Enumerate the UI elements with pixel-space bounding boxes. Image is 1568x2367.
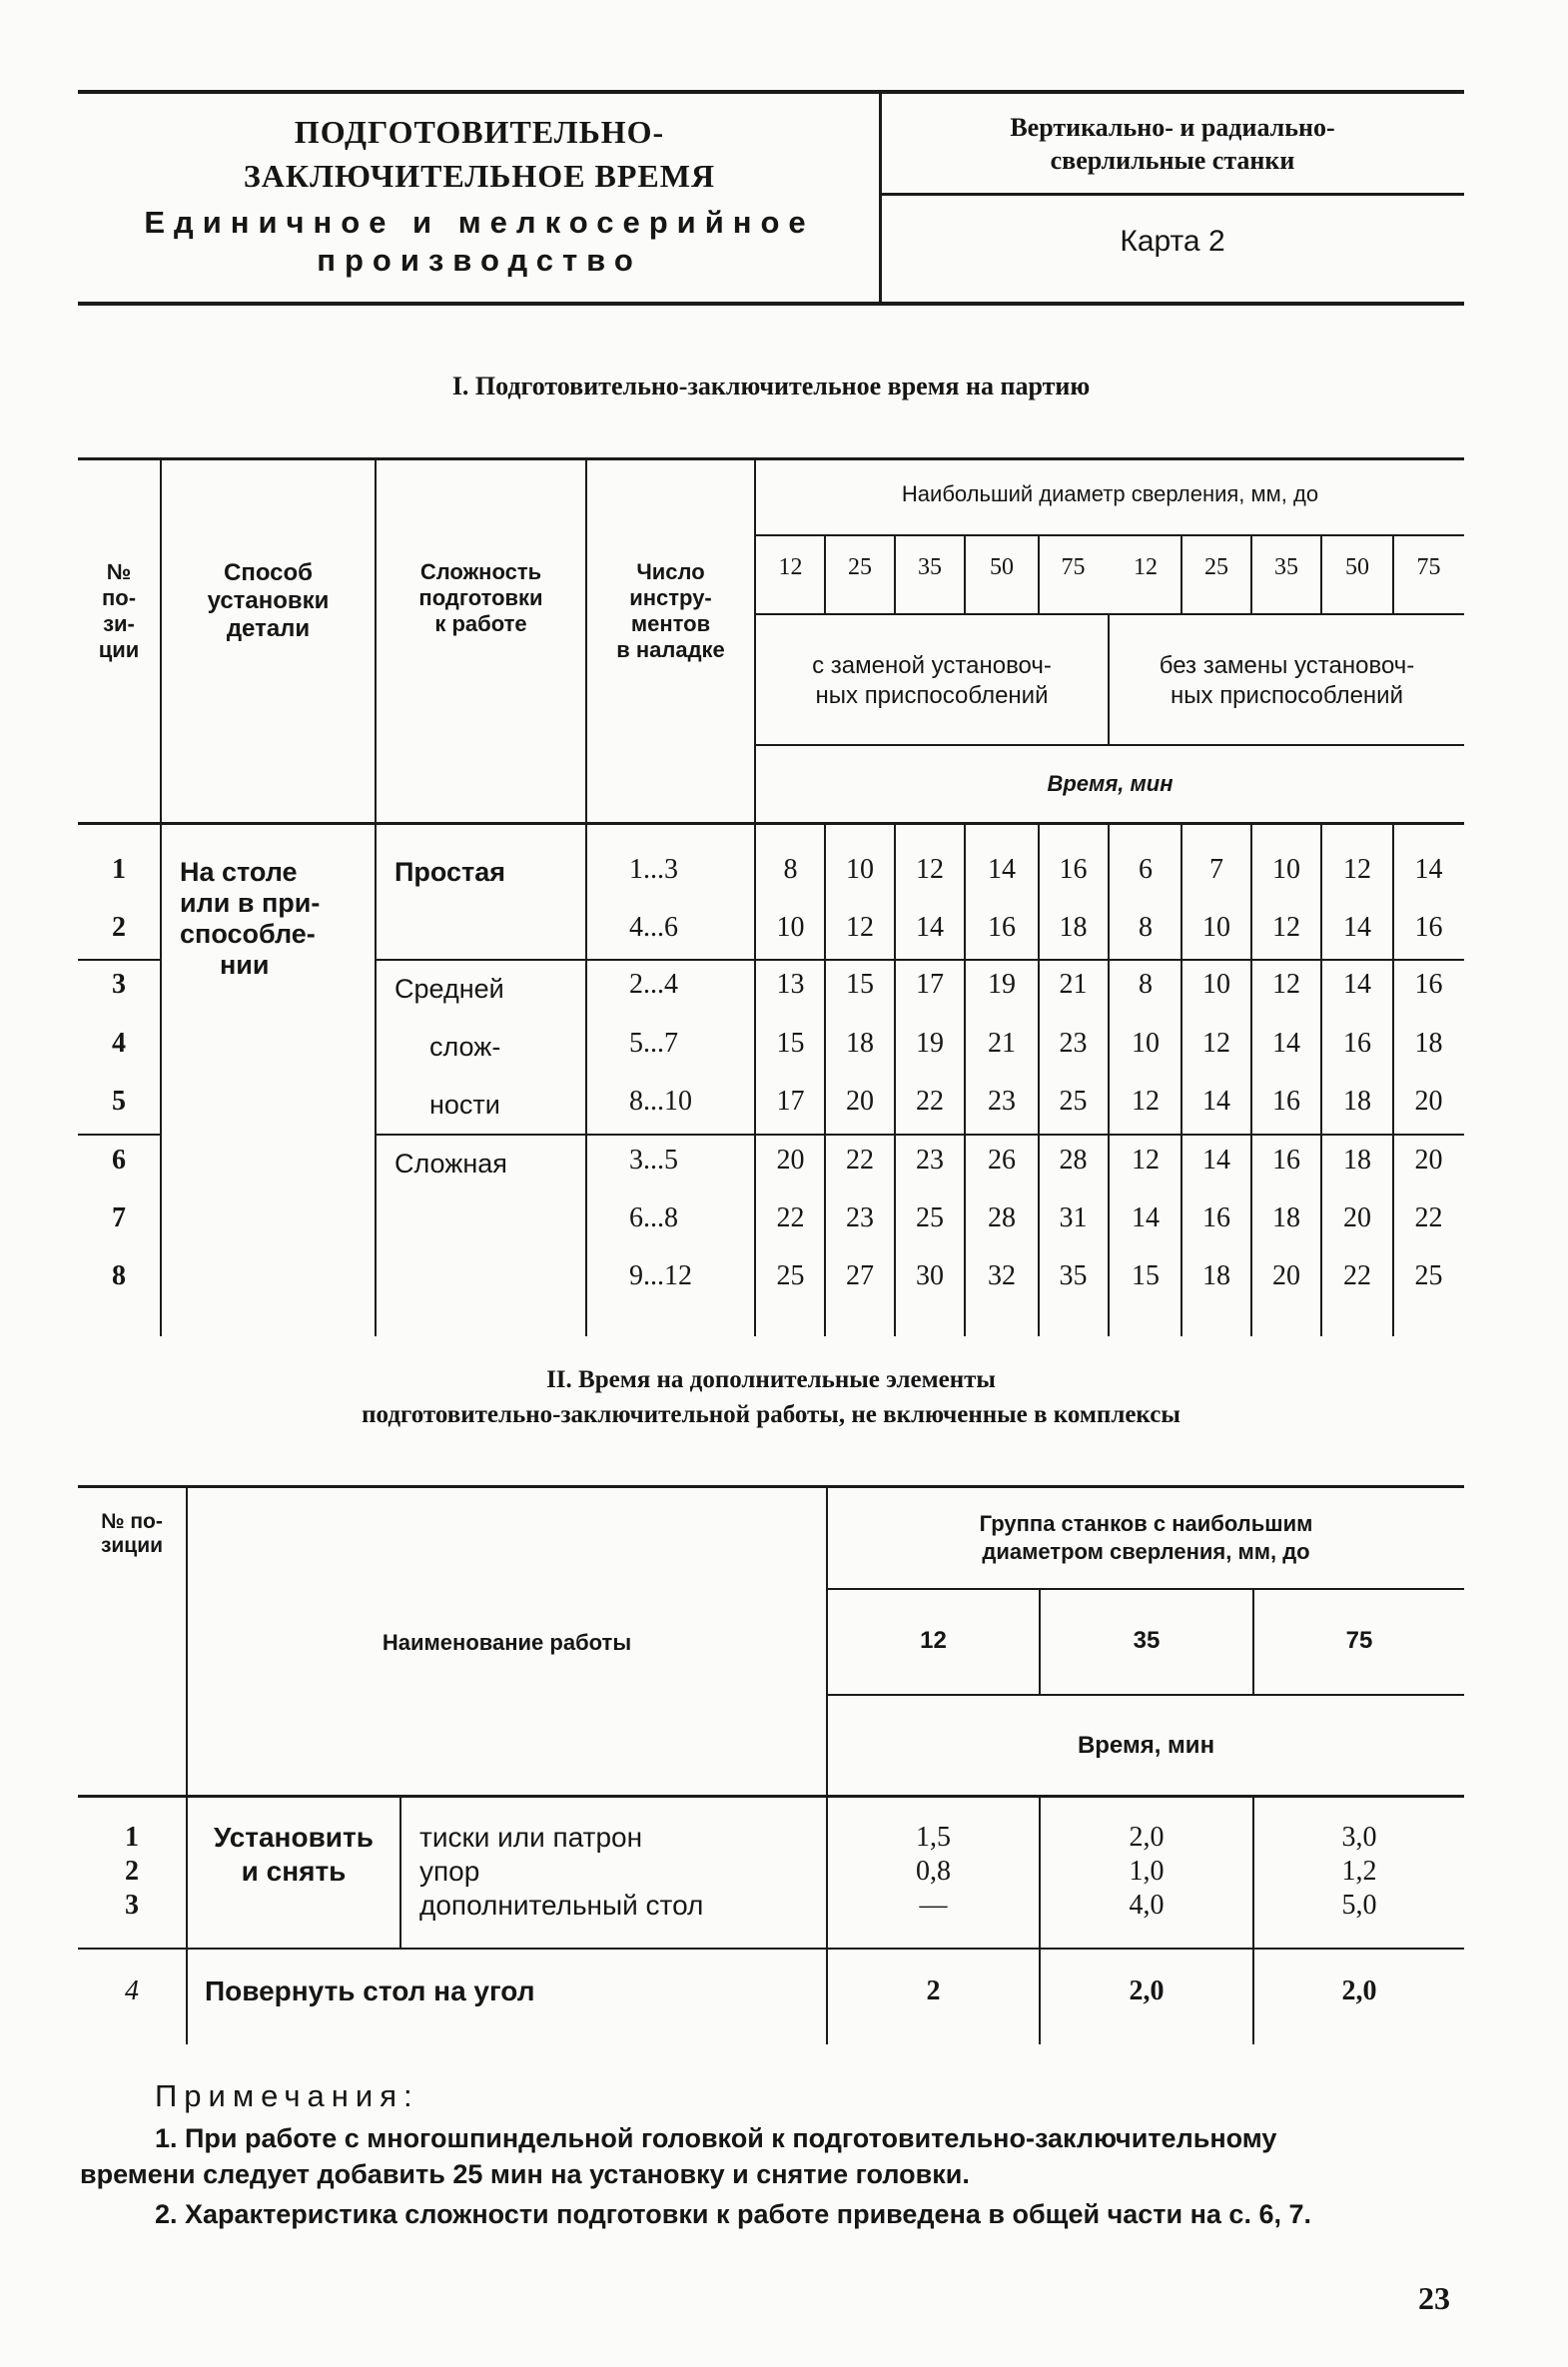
- s2-col-position-l2: зиции: [100, 1534, 164, 1557]
- s2-row-cell: 2,0: [1129, 1822, 1165, 1853]
- s1-row-cell: 15: [776, 1028, 805, 1059]
- s2-vline-2: [399, 1797, 401, 1948]
- s1-row-cell: 10: [846, 854, 874, 885]
- header-bottom-rule: [78, 302, 1464, 306]
- s2-vline-3: [826, 1487, 828, 2044]
- s1-row-cell: 23: [916, 1145, 944, 1176]
- s1-row-cell: 12: [1132, 1086, 1160, 1117]
- s1-row-cell: 12: [1272, 912, 1300, 943]
- s1-row-cell: 16: [988, 912, 1016, 943]
- s2-install-label-l1: Установить: [214, 1822, 374, 1853]
- s1-col-position-l1: №: [106, 559, 132, 584]
- header-subtitle-line1: Единичное и мелкосерийное: [144, 205, 815, 240]
- s1-method-value-l2: или в при-: [180, 888, 321, 918]
- header-card: Карта 2: [1120, 225, 1225, 258]
- s2-row4-val-12: 2: [926, 1975, 941, 2006]
- s1-row-cell: 19: [916, 1028, 944, 1059]
- s1-row-cell: 22: [1343, 1260, 1371, 1291]
- s1-row-pos: 3: [112, 969, 126, 1000]
- s1-diam-label: 35: [1274, 554, 1298, 580]
- s1-col-method-l3: детали: [226, 615, 311, 642]
- s1-with-change-l2: ных приспособлений: [815, 682, 1049, 709]
- s1-diam-label: 12: [1134, 554, 1158, 580]
- s1-diam-label: 50: [1345, 554, 1369, 580]
- s1-row-cell: 15: [846, 969, 874, 1000]
- s1-rule-head: [78, 822, 1464, 825]
- s1-max-diameter: Наибольший диаметр сверления, мм, до: [901, 481, 1319, 506]
- s2-row-cell: —: [919, 1890, 948, 1921]
- s1-row-cell: 19: [988, 969, 1016, 1000]
- s2-time-label: Время, мин: [1077, 1732, 1215, 1759]
- s1-with-change-l1: с заменой установоч-: [812, 652, 1052, 679]
- s1-diam-label: 75: [1416, 554, 1441, 580]
- s1-row-cell: 16: [1202, 1202, 1230, 1233]
- s1-row-cell: 16: [1414, 912, 1443, 943]
- s1-row-cell: 21: [988, 1028, 1016, 1059]
- s1-col-position-l2: по-: [101, 585, 137, 610]
- s1-top-rule: [78, 457, 1464, 460]
- s1-row-cell: 14: [1202, 1145, 1230, 1176]
- s1-col-method: [162, 559, 375, 643]
- s2-rule-head: [78, 1795, 1464, 1798]
- s2-row-name: упор: [419, 1856, 480, 1887]
- s1-row-cell: 28: [988, 1202, 1016, 1233]
- s1-without-change-l2: ных приспособлений: [1171, 682, 1403, 709]
- section1-title: I. Подготовительно-заключительное время на партию: [451, 372, 1091, 400]
- s1-row-cell: 23: [846, 1202, 874, 1233]
- section2-title-line2: подготовительно-заключительной работы, не включенные в комплексы: [362, 1401, 1180, 1428]
- s1-row-pos: 4: [112, 1028, 126, 1059]
- s1-rule-maxdiam: [755, 534, 1464, 536]
- s2-diam-75: 75: [1345, 1627, 1373, 1654]
- s1-row-cell: 22: [916, 1086, 944, 1117]
- s2-diam-12: 12: [920, 1627, 947, 1654]
- s1-row-cell: 16: [1059, 854, 1088, 885]
- s1-row-cell: 14: [1343, 912, 1371, 943]
- s1-col-method-l2: установки: [207, 587, 330, 614]
- header-right-rule: [881, 193, 1464, 196]
- s1-rule-r2b: [376, 959, 1464, 961]
- s1-col-complexity-l2: подготовки: [418, 585, 543, 610]
- s1-rule-diams: [755, 613, 1464, 615]
- s2-row-cell: 4,0: [1129, 1890, 1165, 1921]
- s1-row-cell: 25: [1059, 1086, 1088, 1117]
- s1-row-cell: 20: [846, 1086, 874, 1117]
- s1-col-tools: [587, 559, 754, 663]
- s1-row-cell: 18: [1272, 1202, 1300, 1233]
- page-number: 23: [1418, 2280, 1450, 2316]
- header-machines-line2: сверлильные станки: [1050, 146, 1295, 175]
- s1-row-cell: 7: [1209, 854, 1223, 885]
- s1-row-cell: 14: [1272, 1028, 1300, 1059]
- s1-row-tools: 8...10: [629, 1086, 692, 1117]
- s1-row-cell: 10: [1202, 969, 1230, 1000]
- s1-complexity-complex: Сложная: [394, 1149, 507, 1179]
- s1-row-cell: 20: [1414, 1086, 1443, 1117]
- s1-row-pos: 8: [112, 1260, 126, 1291]
- s1-diam-label: 25: [1204, 554, 1228, 580]
- s1-row-cell: 8: [1139, 912, 1153, 943]
- s1-diam-label: 25: [848, 554, 872, 580]
- s1-rule-r5a: [78, 1134, 160, 1136]
- s1-time-label: Время, мин: [1047, 771, 1174, 796]
- s1-row-pos: 2: [112, 912, 126, 943]
- s1-diam-label: 75: [1061, 554, 1086, 580]
- s2-col-position: [78, 1510, 186, 1558]
- s2-row-pos: 2: [125, 1856, 139, 1887]
- s1-row-cell: 12: [916, 854, 944, 885]
- s1-row-cell: 26: [988, 1145, 1016, 1176]
- s1-col-complexity-l1: Сложность: [419, 559, 542, 584]
- s1-row-cell: 14: [988, 854, 1016, 885]
- s1-vline-group2: [1108, 823, 1110, 1336]
- s1-row-cell: 20: [1414, 1145, 1443, 1176]
- s2-row-cell: 5,0: [1341, 1890, 1377, 1921]
- s1-method-value-l3: способле-: [180, 919, 316, 949]
- s1-complexity-medium-l2: слож-: [429, 1032, 501, 1062]
- header-title-line2: ЗАКЛЮЧИТЕЛЬНОЕ ВРЕМЯ: [243, 158, 716, 194]
- s1-row-cell: 18: [1414, 1028, 1443, 1059]
- s1-row-cell: 12: [1202, 1028, 1230, 1059]
- s1-row-cell: 18: [1343, 1086, 1371, 1117]
- s1-row-tools: 9...12: [629, 1260, 692, 1291]
- s2-group-label-l1: Группа станков с наибольшим: [979, 1511, 1313, 1536]
- s1-row-cell: 21: [1059, 969, 1088, 1000]
- s1-row-cell: 10: [1272, 854, 1300, 885]
- s1-row-cell: 18: [1202, 1260, 1230, 1291]
- header-top-rule: [78, 90, 1464, 94]
- s1-diam-label: 35: [918, 554, 942, 580]
- s1-row-tools: 3...5: [629, 1145, 678, 1176]
- s2-row-pos: 3: [125, 1890, 139, 1921]
- s2-row4-val-35: 2,0: [1129, 1975, 1165, 2006]
- s1-row-cell: 12: [1343, 854, 1371, 885]
- s1-row-cell: 18: [1059, 912, 1088, 943]
- s1-row-cell: 8: [1139, 969, 1153, 1000]
- s2-group-label: [828, 1510, 1464, 1566]
- s1-col-complexity: [377, 559, 585, 637]
- s1-complexity-medium-l1: Средней: [394, 974, 504, 1004]
- s1-col-tools-l4: в наладке: [616, 637, 725, 662]
- s1-row-pos: 7: [112, 1202, 126, 1233]
- s1-row-cell: 20: [1343, 1202, 1371, 1233]
- s1-row-pos: 1: [112, 854, 126, 885]
- s1-diam-label: 12: [778, 554, 803, 580]
- s1-complexity-medium-l3: ности: [429, 1090, 500, 1120]
- s1-row-cell: 16: [1272, 1086, 1300, 1117]
- s2-rule-diam: [827, 1694, 1464, 1696]
- s1-row-cell: 8: [783, 854, 798, 885]
- s1-row-cell: 16: [1272, 1145, 1300, 1176]
- s1-row-cell: 25: [1414, 1260, 1443, 1291]
- s1-row-cell: 14: [1202, 1086, 1230, 1117]
- s1-row-cell: 17: [916, 969, 944, 1000]
- s2-row4-name: Повернуть стол на угол: [205, 1975, 535, 2006]
- s1-diam-label: 50: [990, 554, 1014, 580]
- s1-col-position-l3: зи-: [103, 611, 135, 636]
- s2-install-label: [188, 1821, 399, 1889]
- s1-rule-r5b: [376, 1134, 1464, 1136]
- s1-row-cell: 30: [916, 1260, 944, 1291]
- s2-rule-row4: [78, 1948, 1464, 1950]
- s1-row-tools: 5...7: [629, 1028, 678, 1059]
- s1-without-change-l1: без замены установоч-: [1159, 652, 1415, 679]
- s2-col-position-l1: № по-: [101, 1510, 163, 1533]
- s2-top-rule: [78, 1485, 1464, 1488]
- s1-row-cell: 16: [1343, 1028, 1371, 1059]
- s1-method-value-l4: нии: [220, 950, 270, 980]
- header-machines-line1: Вертикально- и радиально-: [1010, 113, 1335, 142]
- s1-row-cell: 28: [1059, 1145, 1088, 1176]
- s2-row-cell: 0,8: [916, 1856, 951, 1887]
- s1-row-cell: 10: [1202, 912, 1230, 943]
- s1-col-tools-l3: ментов: [630, 611, 711, 636]
- s1-col-tools-l2: инстру-: [629, 585, 712, 610]
- s1-col-position: [78, 559, 160, 663]
- s2-diam-35: 35: [1133, 1627, 1161, 1654]
- s2-row-cell: 3,0: [1341, 1822, 1377, 1853]
- s1-row-cell: 6: [1139, 854, 1153, 885]
- s2-vline-1: [186, 1487, 188, 2044]
- s1-row-tools: 4...6: [629, 912, 678, 943]
- s1-row-cell: 12: [1132, 1145, 1160, 1176]
- s2-rule-group: [827, 1588, 1464, 1590]
- header-title-line1: ПОДГОТОВИТЕЛЬНО-: [294, 114, 665, 150]
- s2-row-name: тиски или патрон: [419, 1822, 643, 1853]
- s1-row-cell: 18: [846, 1028, 874, 1059]
- s1-col-position-l4: ции: [98, 637, 140, 662]
- s2-row-cell: 1,2: [1341, 1856, 1377, 1887]
- s1-row-cell: 23: [988, 1086, 1016, 1117]
- s1-col-method-l1: Способ: [223, 559, 313, 586]
- s1-row-cell: 14: [916, 912, 944, 943]
- s1-row-cell: 14: [1343, 969, 1371, 1000]
- s1-rule-change: [755, 744, 1464, 746]
- s1-row-cell: 10: [1132, 1028, 1160, 1059]
- s1-col-tools-l1: Число: [636, 559, 705, 584]
- note1-line1: 1. При работе с многошпиндельной головкой к подготовительно-заключительному: [155, 2123, 1277, 2153]
- s2-row-name: дополнительный стол: [419, 1890, 704, 1921]
- s1-row-cell: 14: [1414, 854, 1443, 885]
- s1-row-cell: 20: [776, 1145, 805, 1176]
- s1-row-pos: 6: [112, 1145, 126, 1176]
- header-subtitle-line2: производство: [317, 243, 642, 278]
- s1-row-cell: 27: [846, 1260, 874, 1291]
- s2-install-label-l2: и снять: [241, 1856, 347, 1887]
- s1-row-cell: 25: [916, 1202, 944, 1233]
- s1-row-tools: 1...3: [629, 854, 678, 885]
- s1-row-tools: 2...4: [629, 969, 678, 1000]
- s1-row-cell: 35: [1059, 1260, 1088, 1291]
- s1-row-cell: 16: [1414, 969, 1443, 1000]
- s1-method-value-l1: На столе: [180, 857, 298, 887]
- s1-with-change: [756, 651, 1108, 711]
- s1-row-cell: 22: [846, 1145, 874, 1176]
- s1-row-cell: 32: [988, 1260, 1016, 1291]
- s2-row4-val-75: 2,0: [1341, 1975, 1377, 2006]
- s1-row-cell: 13: [776, 969, 805, 1000]
- s2-row-cell: 1,5: [916, 1822, 951, 1853]
- s1-col-complexity-l3: к работе: [434, 611, 527, 636]
- s1-row-cell: 23: [1059, 1028, 1088, 1059]
- s1-row-cell: 15: [1132, 1260, 1160, 1291]
- s1-row-tools: 6...8: [629, 1202, 678, 1233]
- s1-row-pos: 5: [112, 1086, 126, 1117]
- s1-method-value: [180, 857, 370, 981]
- s2-row-cell: 1,0: [1129, 1856, 1165, 1887]
- s1-row-cell: 18: [1343, 1145, 1371, 1176]
- s1-row-cell: 17: [776, 1086, 805, 1117]
- s2-group-label-l2: диаметром сверления, мм, до: [982, 1539, 1310, 1564]
- notes-heading: Примечания:: [155, 2078, 419, 2113]
- s1-row-cell: 31: [1059, 1202, 1088, 1233]
- s1-rule-r2a: [78, 959, 160, 961]
- s1-complexity-simple: Простая: [394, 857, 506, 887]
- s1-row-cell: 12: [846, 912, 874, 943]
- s1-row-cell: 14: [1132, 1202, 1160, 1233]
- s2-col-work: Наименование работы: [382, 1630, 632, 1655]
- s1-row-cell: 25: [776, 1260, 805, 1291]
- note1-line2: времени следует добавить 25 мин на установку и снятие головки.: [80, 2159, 970, 2189]
- s1-row-cell: 22: [1414, 1202, 1443, 1233]
- section2-title-line1: II. Время на дополнительные элементы: [546, 1366, 996, 1393]
- s1-row-cell: 10: [776, 912, 805, 943]
- s1-without-change: [1110, 651, 1464, 711]
- s1-row-cell: 22: [776, 1202, 805, 1233]
- s2-row-pos: 1: [125, 1822, 139, 1853]
- note2: 2. Характеристика сложности подготовки к работе приведена в общей части на с. 6, 7.: [155, 2199, 1311, 2229]
- s1-row-cell: 12: [1272, 969, 1300, 1000]
- s1-row-cell: 20: [1272, 1260, 1300, 1291]
- s2-row4-pos: 4: [125, 1975, 139, 2006]
